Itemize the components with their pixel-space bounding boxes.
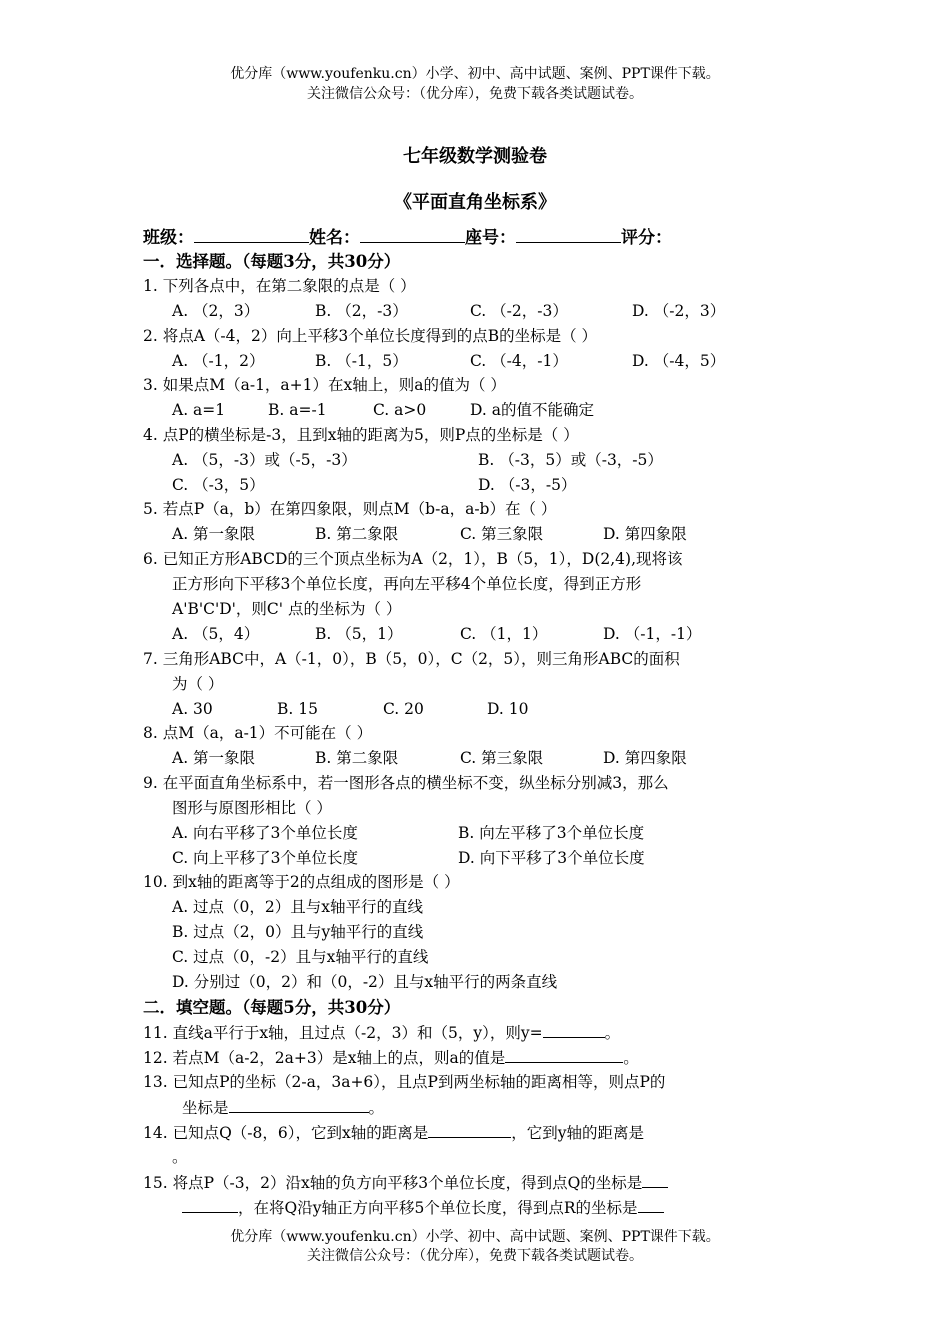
- q7-option-b[interactable]: B. 15: [277, 700, 318, 718]
- q14-line2: 。: [172, 1148, 188, 1166]
- q6-option-d[interactable]: D. （-1，-1）: [603, 625, 702, 643]
- q6-stem-line3: A'B'C'D'，则C' 点的坐标为（ ）: [172, 600, 402, 618]
- q9-stem-line2: 图形与原图形相比（ ）: [172, 799, 332, 817]
- q5-option-d[interactable]: D. 第四象限: [603, 525, 687, 543]
- q3-option-b[interactable]: B. a=-1: [268, 401, 327, 419]
- q8-option-c[interactable]: C. 第三象限: [460, 749, 544, 767]
- q1-option-c[interactable]: C. （-2，-3）: [470, 302, 568, 320]
- q13-end: 。: [368, 1099, 385, 1117]
- section-fill-heading: 二．填空题。（每题5分，共30分）: [143, 998, 401, 1017]
- q15-answer-blank-r[interactable]: [638, 1196, 664, 1213]
- q10-option-b[interactable]: B. 过点（2，0）且与y轴平行的直线: [172, 923, 424, 941]
- q2-option-c[interactable]: C. （-4，-1）: [470, 352, 568, 370]
- class-label: 班级：: [143, 228, 194, 248]
- q15-text-mid: ，在将Q沿y轴正方向平移5个单位长度，得到点R的坐标是: [238, 1199, 638, 1217]
- name-label: 姓名：: [309, 228, 360, 248]
- site-footer-line2: 关注微信公众号：（优分库），免费下载各类试题试卷。: [307, 1248, 643, 1264]
- q11-answer-blank[interactable]: [543, 1021, 605, 1038]
- q6-option-a[interactable]: A. （5，4）: [172, 625, 260, 643]
- q7-option-d[interactable]: D. 10: [487, 700, 529, 718]
- site-header-line1: 优分库（www.youfenku.cn）小学、初中、高中试题、案例、PPT课件下载。: [230, 66, 720, 82]
- q10-option-d[interactable]: D. 分别过（0，2）和（0，-2）且与x轴平行的两条直线: [172, 973, 558, 991]
- q4-option-a[interactable]: A. （5，-3）或（-5，-3）: [172, 451, 357, 469]
- q13-answer-blank[interactable]: [229, 1096, 369, 1113]
- q7-stem-line1: 7. 三角形ABC中，A（-1，0），B（5，0），C（2，5），则三角形ABC的面积: [143, 650, 680, 668]
- q13-line1: 13. 已知点P的坐标（2-a，3a+6），且点P到两坐标轴的距离相等，则点P的: [143, 1073, 666, 1091]
- q4-option-d[interactable]: D. （-3，-5）: [478, 476, 577, 494]
- q10-option-c[interactable]: C. 过点（0，-2）且与x轴平行的直线: [172, 948, 429, 966]
- q12-text: 12. 若点M（a-2，2a+3）是x轴上的点，则a的值是: [143, 1049, 506, 1067]
- q15-answer-blank-q-cont[interactable]: [182, 1196, 238, 1213]
- q8-option-a[interactable]: A. 第一象限: [172, 749, 256, 767]
- q8-option-d[interactable]: D. 第四象限: [603, 749, 687, 767]
- q4-stem: 4. 点P的横坐标是-3，且到x轴的距离为5，则P点的坐标是（ ）: [143, 426, 579, 444]
- q12-end: 。: [623, 1049, 639, 1067]
- q10-stem: 10. 到x轴的距离等于2的点组成的图形是（ ）: [143, 873, 460, 891]
- q2-stem: 2. 将点A（-4，2）向上平移3个单位长度得到的点B的坐标是（ ）: [143, 327, 598, 345]
- score-label: 评分：: [621, 228, 672, 248]
- section-choice-heading: 一．选择题。（每题3分，共30分）: [143, 252, 401, 271]
- q15-line2: [182, 1196, 664, 1219]
- q5-option-c[interactable]: C. 第三象限: [460, 525, 544, 543]
- q14-line1: [143, 1121, 644, 1144]
- q10-option-a[interactable]: A. 过点（0，2）且与x轴平行的直线: [172, 898, 424, 916]
- q4-option-c[interactable]: C. （-3，5）: [172, 476, 265, 494]
- q1-option-d[interactable]: D. （-2，3）: [632, 302, 726, 320]
- q8-option-b[interactable]: B. 第二象限: [315, 749, 399, 767]
- q3-option-a[interactable]: A. a=1: [172, 401, 226, 419]
- q7-option-a[interactable]: A. 30: [172, 700, 213, 718]
- q8-stem: 8. 点M（a，a-1）不可能在（ ）: [143, 724, 373, 742]
- seat-label: 座号：: [465, 228, 516, 248]
- info-line: [143, 226, 672, 249]
- q12-answer-blank[interactable]: [505, 1046, 623, 1063]
- q3-stem: 3. 如果点M（a-1，a+1）在x轴上，则a的值为（ ）: [143, 376, 506, 394]
- q4-option-b[interactable]: B. （-3，5）或（-3，-5）: [478, 451, 663, 469]
- exam-subtitle: 《平面直角坐标系》: [394, 192, 556, 213]
- seat-blank[interactable]: [516, 226, 621, 243]
- q1-stem: 1. 下列各点中，在第二象限的点是（ ）: [143, 277, 416, 295]
- q9-stem-line1: 9. 在平面直角坐标系中，若一图形各点的横坐标不变，纵坐标分别减3，那么: [143, 774, 669, 792]
- q9-option-c[interactable]: C. 向上平移了3个单位长度: [172, 849, 359, 867]
- q15-line1: [143, 1171, 668, 1194]
- q14-text-mid: ，它到y轴的距离是: [511, 1124, 645, 1142]
- site-footer-line1: 优分库（www.youfenku.cn）小学、初中、高中试题、案例、PPT课件下载。: [230, 1229, 720, 1245]
- q12-line: [143, 1046, 639, 1069]
- q9-option-b[interactable]: B. 向左平移了3个单位长度: [458, 824, 645, 842]
- site-header-line2: 关注微信公众号：（优分库），免费下载各类试题试卷。: [307, 86, 643, 102]
- q2-option-b[interactable]: B. （-1，5）: [315, 352, 408, 370]
- q5-stem: 5. 若点P（a，b）在第四象限，则点M（b-a，a-b）在（ ）: [143, 500, 557, 518]
- q7-option-c[interactable]: C. 20: [383, 700, 424, 718]
- q6-stem-line1: 6. 已知正方形ABCD的三个顶点坐标为A（2，1），B（5，1），D(2,4),现将该: [143, 550, 683, 568]
- q2-option-a[interactable]: A. （-1，2）: [172, 352, 265, 370]
- q13-text: 坐标是: [182, 1099, 229, 1117]
- q3-option-d[interactable]: D. a的值不能确定: [470, 401, 594, 419]
- exam-title: 七年级数学测验卷: [403, 146, 547, 167]
- q11-text: 11. 直线a平行于x轴，且过点（-2，3）和（5，y），则y=: [143, 1024, 543, 1042]
- q11-line: [143, 1021, 620, 1044]
- q1-option-b[interactable]: B. （2，-3）: [315, 302, 408, 320]
- q5-option-b[interactable]: B. 第二象限: [315, 525, 399, 543]
- q15-text: 15. 将点P（-3，2）沿x轴的负方向平移3个单位长度，得到点Q的坐标是: [143, 1174, 643, 1192]
- q13-line2: [182, 1096, 384, 1119]
- q14-text: 14. 已知点Q（-8，6），它到x轴的距离是: [143, 1124, 429, 1142]
- q6-stem-line2: 正方形向下平移3个单位长度，再向左平移4个单位长度，得到正方形: [172, 575, 642, 593]
- q14-answer-blank-x[interactable]: [428, 1121, 511, 1138]
- q6-option-b[interactable]: B. （5，1）: [315, 625, 403, 643]
- q9-option-a[interactable]: A. 向右平移了3个单位长度: [172, 824, 358, 842]
- q11-end: 。: [604, 1024, 621, 1042]
- q1-option-a[interactable]: A. （2，3）: [172, 302, 260, 320]
- q6-option-c[interactable]: C. （1，1）: [460, 625, 548, 643]
- class-blank[interactable]: [194, 226, 309, 243]
- q7-stem-line2: 为（ ）: [172, 675, 224, 693]
- q9-option-d[interactable]: D. 向下平移了3个单位长度: [458, 849, 645, 867]
- q2-option-d[interactable]: D. （-4，5）: [632, 352, 726, 370]
- name-blank[interactable]: [360, 226, 465, 243]
- q15-answer-blank-q[interactable]: [642, 1171, 668, 1188]
- q5-option-a[interactable]: A. 第一象限: [172, 525, 256, 543]
- q3-option-c[interactable]: C. a>0: [373, 401, 427, 419]
